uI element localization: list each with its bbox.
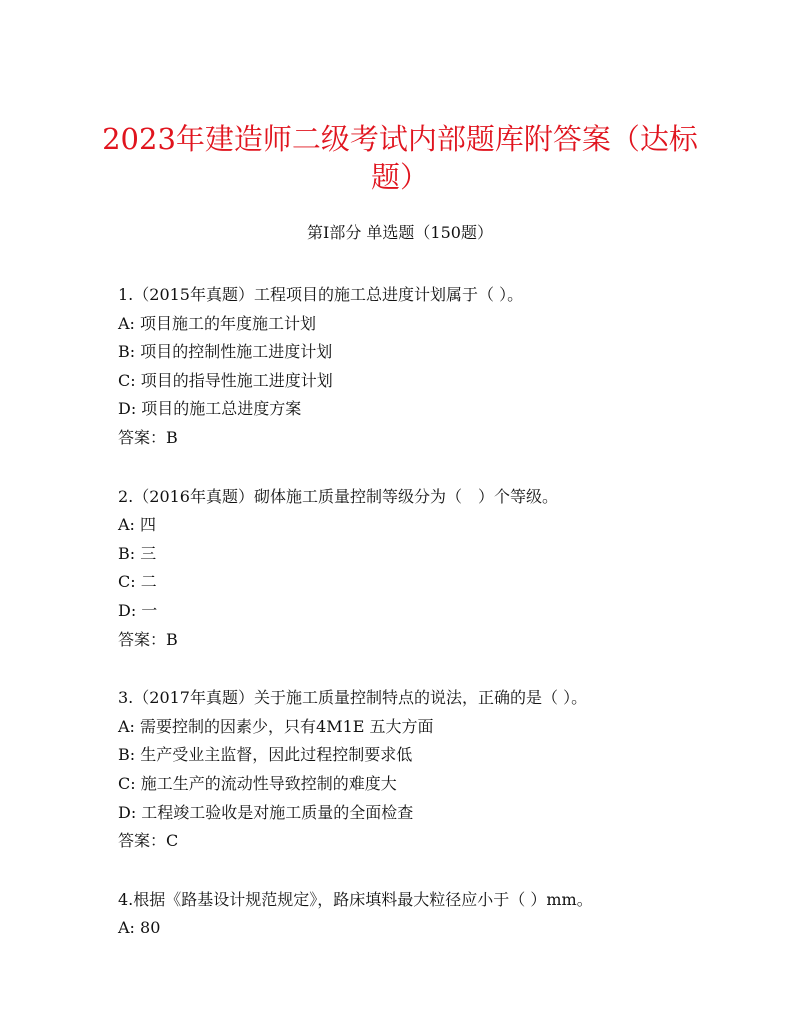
answer-key: 答案：B: [118, 629, 178, 649]
answer-option: C: 二: [118, 572, 157, 592]
question-block: [118, 281, 758, 453]
answer-option: B: 三: [118, 543, 157, 563]
question-stem: 4.根据《路基设计规范规定》，路床填料最大粒径应小于（ ）mm。: [118, 889, 593, 909]
document-title: 2023年建造师二级考试内部题库附答案（达标题）: [102, 122, 698, 194]
question-stem: 3.（2017年真题）关于施工质量控制特点的说法，正确的是（ ）。: [118, 688, 588, 708]
answer-option: A: 项目施工的年度施工计划: [118, 313, 317, 333]
answer-key: 答案：B: [118, 427, 178, 447]
question-block: [118, 483, 758, 655]
answer-option: D: 工程竣工验收是对施工质量的全面检查: [118, 802, 414, 822]
question-block: [118, 886, 758, 943]
answer-option: C: 施工生产的流动性导致控制的难度大: [118, 773, 397, 793]
answer-option: C: 项目的指导性施工进度计划: [118, 370, 333, 390]
question-list: [118, 281, 758, 973]
section-heading: 第I部分 单选题（150题）: [307, 223, 493, 242]
answer-option: A: 需要控制的因素少，只有4M1E 五大方面: [118, 716, 434, 736]
question-stem: 2.（2016年真题）砌体施工质量控制等级分为（ ）个等级。: [118, 486, 558, 506]
question-stem: 1.（2015年真题）工程项目的施工总进度计划属于（ ）。: [118, 285, 524, 304]
answer-option: D: 一: [118, 600, 158, 620]
answer-key: 答案：C: [118, 831, 179, 851]
answer-option: A: 80: [118, 918, 161, 938]
question-block: [118, 684, 758, 856]
answer-option: B: 项目的控制性施工进度计划: [118, 342, 333, 362]
answer-option: A: 四: [118, 515, 157, 535]
answer-option: B: 生产受业主监督，因此过程控制要求低: [118, 745, 413, 765]
answer-option: D: 项目的施工总进度方案: [118, 399, 302, 419]
